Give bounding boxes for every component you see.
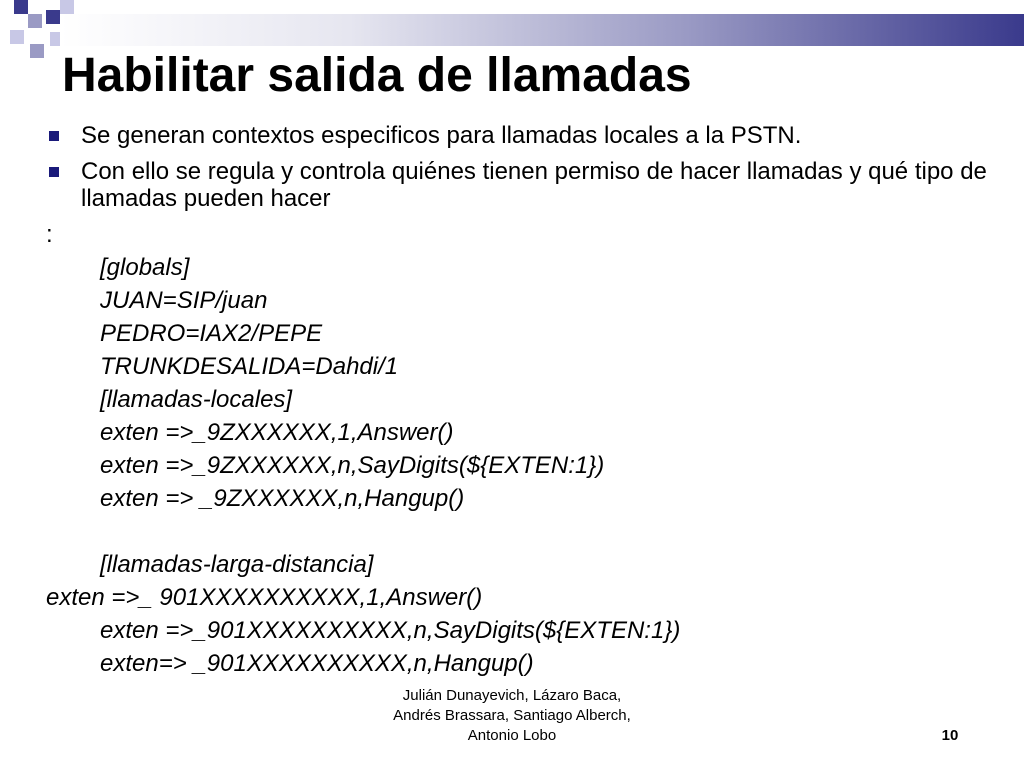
code-line: exten => _9ZXXXXXX,n,Hangup() xyxy=(100,485,465,512)
deco-square xyxy=(10,30,24,44)
bullet-text: Se generan contextos especificos para llamadas locales a la PSTN. xyxy=(81,122,802,149)
footer-authors-line: Antonio Lobo xyxy=(467,727,557,744)
code-line: TRUNKDESALIDA=Dahdi/1 xyxy=(100,353,399,380)
title-gradient-bar xyxy=(60,14,1024,46)
deco-square xyxy=(60,0,74,14)
square-bullet-icon xyxy=(49,167,59,177)
deco-square xyxy=(28,14,42,28)
bullet-item xyxy=(46,122,996,149)
deco-square xyxy=(46,10,60,24)
code-line: [llamadas-larga-distancia] xyxy=(100,551,374,578)
code-line: [globals] xyxy=(100,254,190,281)
code-line: [llamadas-locales] xyxy=(100,386,293,413)
slide-title: Habilitar salida de llamadas xyxy=(62,49,692,102)
footer-authors-line: Julián Dunayevich, Lázaro Baca, xyxy=(402,687,622,704)
bullet-item xyxy=(46,158,996,212)
bullet-text: Con ello se regula y controla quiénes tienen permiso de hacer llamadas y qué tipo de llamadas pueden hacer xyxy=(81,158,987,212)
code-line: exten =>_901XXXXXXXXXX,n,SayDigits(${EXTEN:1}) xyxy=(100,617,681,644)
footer-authors-line: Andrés Brassara, Santiago Alberch, xyxy=(393,707,631,724)
code-line: JUAN=SIP/juan xyxy=(100,287,268,314)
bullet-list xyxy=(46,122,996,221)
deco-square xyxy=(14,0,28,14)
deco-square xyxy=(30,44,44,58)
footer-authors xyxy=(362,686,662,746)
square-bullet-icon xyxy=(49,131,59,141)
page-number: 10 xyxy=(941,727,959,744)
code-line: exten =>_9ZXXXXXX,1,Answer() xyxy=(100,419,454,446)
code-line: : xyxy=(46,221,53,248)
code-line: PEDRO=IAX2/PEPE xyxy=(100,320,323,347)
code-line: exten =>_9ZXXXXXX,n,SayDigits(${EXTEN:1}) xyxy=(100,452,605,479)
code-line: exten =>_ 901XXXXXXXXXX,1,Answer() xyxy=(46,584,483,611)
code-line: exten=> _901XXXXXXXXXX,n,Hangup() xyxy=(100,650,534,677)
